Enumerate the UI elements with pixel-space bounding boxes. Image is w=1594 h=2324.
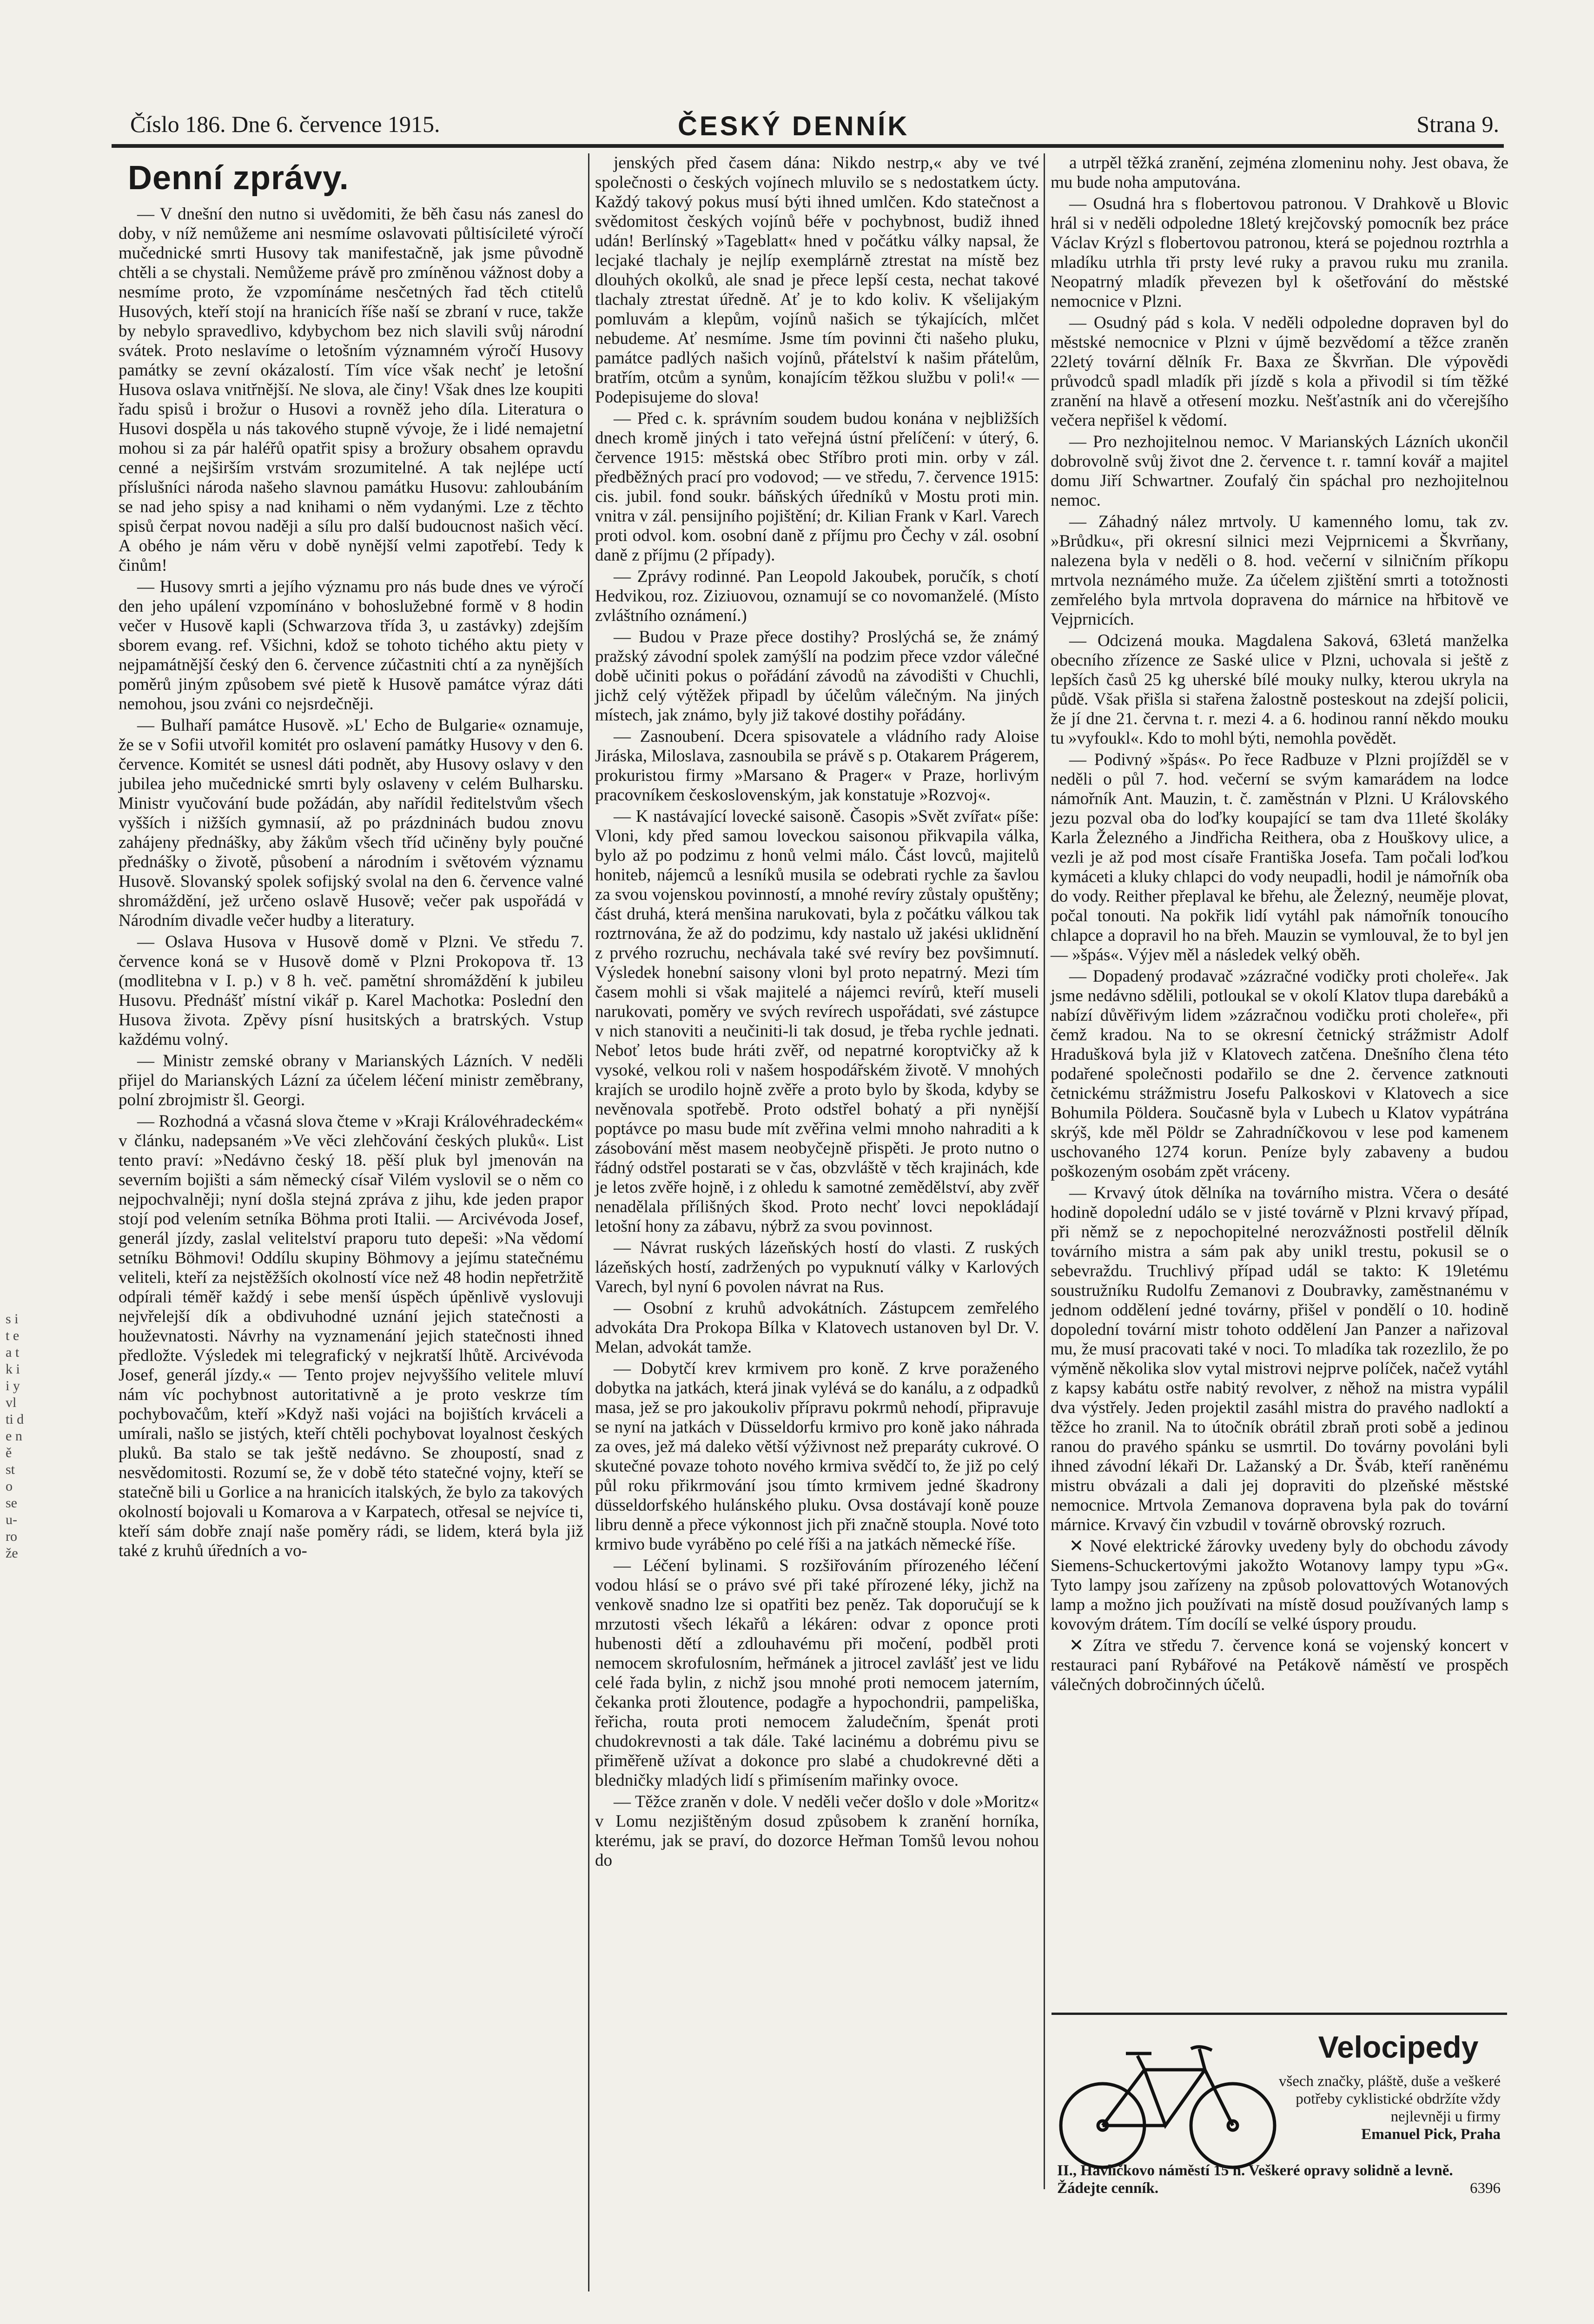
section-title: Denní zprávy.: [128, 159, 349, 197]
article: — K nastávající lovecké saisoně. Časopis »Svět zvířat« píše: Vloni, kdy před samou loveckou saisonou přikvapila válka, bylo až po podzimu z honů velmi málo. Část lovců, majitelů honiteb, nájemců a lesníků musila se odebrati rychle za šavlou za svou vojenskou povinností, a mnohé revíry zůstaly opuštěny; část druhá, která menšina narukovati, byla z počátku válkou tak roztrnována, že až do podzimu, kdy nastalo už jakési uklidnění z prvého rozruchu, nechávala také své revíry bez povšimnutí. Výsledek honební saisony vloni byl proto nepatrný. Mezi tím časem mohli si však majitelé a nájemci revírů, kteří museli narukovati, poměry ve svých revírech uspořádati, své zástupce v nich stanoviti a neučiniti-li tak dosud, je třeba rychle jednati. Neboť letos bude hráti zvěř, od nepatrné koroptvičky až k vysoké, velkou roli v našem hospodářském životě. V mnohých krajích se urodilo hojně zvěře a proto bylo by škoda, kdyby se nevěnovala spotřebě. Proto odstřel bohatý a při nynější poptávce po masu bude mít zvěřina velmi mnoho nahraditi a k zásobování měst masem neobyčejně přispěti. Je proto nutno o řádný odstřel postarati se v čas, obzvláště v těch krajinách, kde je letos zvěře hojně, i z ohledu k samotné zemědělství, aby zvěř nenadělala přílišných škod. Proto nechť lovci nepokládají letošní hony za zábavu, nýbrž za svou povinnost.: [595, 807, 1039, 1236]
bicycle-advertisement: [1052, 2013, 1507, 2197]
ad-code: 6396: [1470, 2180, 1501, 2197]
ad-description: všech značky, pláště, duše a veškeré potřeby cyklistické obdržíte vždy nejlevněji u firmy: [1278, 2073, 1501, 2125]
article: — Krvavý útok dělníka na továrního mistra. Včera o desáté hodině dopolední událo se v jisté továrně v Plzni krvavý případ, při němž se z nepochopitelné nerozvážnosti postřelil dělník továrního mistra a sám pak aby unikl trestu, pokusil se o sebevraždu. Truchlivý případ udál se takto: K 19letému soustružníku Rudolfu Zemanovi z Doubravky, zaměstnanému v jednom oddělení jedné továrny, přišel v pondělí o 10. hodině dopolední tovární mistr tohoto oddělení Jan Panzer a nařizoval mu, že musí pracovati také v noci. To mladíka tak rozezlilo, že po výměně několika slov vytal mistrovi nejprve políček, načež vytáhl z kapsy kabátu ostře nabitý revolver, z něhož na mistra vypálil dva výstřely. Jeden projektil zasáhl mistra do pravého nadloktí a těžce ho zranil. Na to útočník obrátil zbraň proti sobě a jedinou ranou do pravého spánku se usmrtil. Do továrny povoláni byli ihned závodní lékaři Dr. Lažanský a Dr. Šváb, kteří raněnému mistru obvázali a dali jej dopraviti do plzeňské městské nemocnice. Mrtvola Zemanova dopravena byla pak do tovární márnice. Krvavý čin vzbudil v továrně obrovský rozruch.: [1051, 1183, 1508, 1534]
ad-address: II., Havlíčkovo náměstí 15 n. Veškeré opravy solidně a levně. Žádejte cenník.: [1057, 2162, 1453, 2197]
column-1: [119, 153, 583, 1563]
newspaper-header: [112, 107, 1504, 148]
article: ✕ Zítra ve středu 7. července koná se vojenský koncert v restauraci paní Rybářové na Petákově náměstí ve prospěch válečných dobročinných účelů.: [1051, 1636, 1508, 1694]
article: — Rozhodná a včasná slova čteme v »Kraji Královéhradeckém« v článku, nadepsaném »Ve věci zlehčování českých pluků«. List tento praví: »Nedávno český 18. pěší pluk byl jmenován na severním bojišti a sám německý císař Vilém vyslovil se o něm co nejpochvalněji; nyní došla stejná zpráva z jihu, kde jeden prapor stojí pod velením setníka Böhma proti Italii. — Arcivévoda Josef, generál jízdy, zaslal velitelství praporu tuto depeši: »Na vědomí setníku Böhmovi! Oddílu skupiny Böhmovy a jejímu statečnému veliteli, kteří za nejstěžších okolností více než 48 hodin nepřetržitě odpírali téměř každý i sebe menší úspěch úpěnlivě vyslovuji nejvřelejší dík a obdivuhodné uznání jejich statečnosti a houževnatosti. Návrhy na vyznamenání jejich statečnosti ihned předložte. Výsledek mi telegrafický v nejkratší lhůtě. Arcivévoda Josef, generál jízdy.« — Tento projev nejvyššího velitele mluví nám víc pochybnost autoritativně a je proto veskrze tím pochybovačům, kteří »Když naši vojáci na bojištích krváceli a umírali, našlo se jistých, kteří chtěli pochybovat loyalnost českých pluků. Ba stalo se tak ještě nedávno. Se zhoupostí, snad z nesvědomitosti. Rozumí se, že v době této statečné vojny, kteří se statečně bili u Gorlice a na hranicích italských, že bylo za takových okolností bojovali u Komarova a v Karpatech, otřesal se nejvíce ti, kteří sám dobře znají naše poměry rádi, se lidem, která byla již také z kruhů úředních a vo-: [119, 1112, 583, 1560]
page-number: Strana 9.: [1416, 111, 1499, 137]
article: — Před c. k. správním soudem budou konána v nejbližších dnech kromě jiných i tato veřejná ústní přelíčení: v úterý, 6. července 1915: městská obec Stříbro proti min. orby v zál. předběžných prací pro vodovod; — ve středu, 7. července 1915: cis. jubil. fond soukr. báňských úředníků v Mostu proti min. vnitra v zál. pensijního pojištění; dr. Kilian Frank v Karl. Varech proti odvol. kom. osobní daně z příjmu pro Čechy v zál. osobní daně z příjmu (2 případy).: [595, 409, 1039, 565]
article: — Odcizená mouka. Magdalena Saková, 63letá manželka obecního zřízence ze Saské ulice v Plzni, uchovala si ještě z lepších časů 25 kg uherské bílé mouky nulky, kterou ukryla na půdě. Však přišla si stařena žalostně posteskout na zdejší policii, že jí dne 21. června t. r. mezi 4. a 6. hodinou ranní někdo mouku tu »vyfoukl«. Kdo to mohl býti, nemohla povědět.: [1051, 631, 1508, 748]
article: — Záhadný nález mrtvoly. U kamenného lomu, tak zv. »Brůdku«, při okresní silnici mezi Vejprnicemi a Škvrňany, nalezena byla v neděli o 8. hod. večerní v silničním příkopu mrtvola neznámého muže. Za účelem zjištění smrti a totožnosti zemřelého byla mrtvola dopravena do márnice na hřbitově ve Vejprnicích.: [1051, 512, 1508, 629]
article: — Zasnoubení. Dcera spisovatele a vládního rady Aloise Jiráska, Miloslava, zasnoubila se právě s p. Otakarem Prágerem, prokuristou firmy »Marsano & Prager« v Praze, horlivým pracovníkem československým, jak konstatuje »Rozvoj«.: [595, 727, 1039, 805]
article: a utrpěl těžká zranění, zejména zlomeninu nohy. Jest obava, že mu bude noha amputována.: [1051, 153, 1508, 192]
column-2: [595, 153, 1039, 1872]
ad-title: Velocipedy: [1318, 2030, 1479, 2064]
article: — Osudný pád s kola. V neděli odpoledne dopraven byl do městské nemocnice v Plzni v újmě bezvědomí a těžce zraněn 22letý tovární dělník Fr. Baxa ze Škvrňan. Dle výpovědi průvodců spadl mladík při jízdě s kola a přivodil si tím těžké zranění na hlavě a otřesení mozku. Nešťastník ani do včerejšího večera nepřišel k vědomí.: [1051, 313, 1508, 430]
article: — Podivný »špás«. Po řece Radbuze v Plzni projížděl se v neděli o půl 7. hod. večerní se svým kamarádem na lodce námořník Ant. Mauzin, t. č. zaměstnán v Plzni. U Královského jezu pozval oba do loďky koupající se tam dva 11leté školáky Karla Železného a Jindřicha Reithera, oba z Houškovy ulice, a vezli je až pod most císaře Františka Josefa. Tam počali loďkou kymáceti a kluky chlapci do vody neupadli, hodil je námořník oba do vody. Reither přeplaval ke břehu, ale Železný, neuměje plovat, počal tonouti. Na pokřik lidí vytáhl pak námořník tonoucího chlapce a dopravil ho na břeh. Mauzin se vymlouval, že to byl jen — »špás«. Výjev měl a následek velký oběh.: [1051, 750, 1508, 964]
article: jenských před časem dána: Nikdo nestrp,« aby ve tvé společnosti o českých vojínech mluvilo se s nedostatkem úcty. Každý takový pokus musí býti ihned umlčen. Kdo statečnost a svědomitost českých vojínů béře v pochybnost, budiž ihned udán! Berlínský »Tageblatt« hned v počátku války napsal, že lecjaké tlachaly je nejlíp exemplárně ztrestat na místě bez dlouhých okolků, ale snad je přece lepší cesta, nechat takové tlachaly ztrestat úředně. Ať je to kdo koliv. K všelijakým pomluvám a klepům, vojínů našich se týkajících, mlčet nebudeme. Ať nesmíme. Jsme tím povinni čti našeho pluku, památce padlých našich vojínů, přátelství k našim přátelům, bratřím, otcům a synům, konajícím těžkou službu v poli!« — Podepisujeme do slova!: [595, 153, 1039, 407]
article: — Budou v Praze přece dostihy? Proslýchá se, že známý pražský závodní spolek zamýšlí na podzim přece vzdor válečné době učiniti pokus o pořádání závodů na závodišti v Chuchli, jichž celý výtěžek připadl by účelům válečným. Na jiných místech, jak známo, byly již takové dostihy pořádány.: [595, 627, 1039, 725]
article: — Zprávy rodinné. Pan Leopold Jakoubek, poručík, s chotí Hedvikou, roz. Ziziuovou, oznamují se co novomanželé. (Místo zvláštního oznámení.): [595, 567, 1039, 625]
margin-fragments: s i t e a t k i i y vl ti d e n ě st o se u- ro že: [6, 1311, 24, 1561]
article: — Léčení bylinami. S rozšiřováním přírozeného léčení vodou hlásí se o právo své při také přírozené léky, jichž na venkově snadno lze si opatřiti bez peněz. Tak doporučují se k mrzutosti všech lékařů a lékáren: odvar z oponce proti hubenosti dětí a zdlouhavému při močení, podběl proti nemocem skrofulosním, heřmánek a jitrocel zavlášť jest ve lidu celé řada bylin, z nichž jsou mnohé proti nemocem jaterním, čekanka proti žloutence, podagře a hypochondrii, pampeliška, řeřicha, routa proti nemocem žaludečním, špenát proti chudokrevnosti a tak dále. Také lacinému a dobrému pivu se přiměřeně užívat a dokonce pro slabé a chudokrevné děti a bledničky mladých lidí s přimísením mařinky ovoce.: [595, 1556, 1039, 1790]
bicycle-icon: [1052, 2028, 1284, 2172]
article: — Husovy smrti a jejího významu pro nás bude dnes ve výročí den jeho upálení vzpomínáno v bohoslužebné formě v 8 hodin večer v Husově kapli (Schwarzova třída 3, u zastávky) zdejším sborem evang. ref. Všichni, kdož se tohoto tichého aktu piety v nejpamátnější český den 6. července zúčastniti chtí a za nynějších poměrů jiným způsobem své pietě k Husově památce výraz dáti nemohou, jsou zváni co nejsrdečněji.: [119, 577, 583, 713]
article: — Pro nezhojitelnou nemoc. V Marianských Lázních ukončil dobrovolně svůj život dne 2. července t. r. tamní kovář a majitel domu Jiří Schwartner. Zoufalý čin spáchal pro nezhojitelnou nemoc.: [1051, 432, 1508, 510]
article: — Osobní z kruhů advokátních. Zástupcem zemřelého advokáta Dra Prokopa Bílka v Klatovech ustanoven byl Dr. V. Melan, advokát tamže.: [595, 1299, 1039, 1357]
article: — Oslava Husova v Husově domě v Plzni. Ve středu 7. července koná se v Husově domě v Plzni Prokopova tř. 13 (modlitebna v I. p.) v 8 h. več. pamětní shromáždění k jubileu Husovu. Přednášť místní vikář p. Karel Machotka: Poslední den Husova života. Zpěvy písní husitských a bratrských. Vstup každému volný.: [119, 932, 583, 1049]
article: — V dnešní den nutno si uvědomiti, že běh času nás zanesl do doby, v níž nemůžeme ani nesmíme oslavovati půltisícileté výročí mučednické smrti Husovy tak manifestačně, jak jsme původně chtěli a se chystali. Nemůžeme právě pro zmíněnou vážnost doby a nesmíme proto, že vzpomínáme nesčetných řad těch ctitelů Husových, kteří stojí na hranicích říše naší se zbraní v ruce, takže by nebylo spravedlivo, kdybychom bez nich slavili svůj národní svátek. Proto neslavíme o letošním významném výročí Husovy památky se zevní okázalostí. Tím více však nechť je letošní Husova oslava vnitřnější. Ne slova, ale činy! Však dnes lze koupiti řadu spisů i brožur o Husovi a rovněž jeho díla. Literatura o Husovi dospěla u nás takového stupně vývoje, že i lidé nemajetní mohou si za pár haléřů opatřit spisy a brožury obsahem opravdu cenné a nejširším vrstvám srozumitelné. A tak nejlépe uctí příslušníci národa našeho slavnou památku Husovu: zahloubáním se nad jeho spisy a nad knihami o něm vydanými. Lze z těchto spisů čerpat novou naději a sílu pro další budoucnost našich věcí. A obého je nám věru v době nynější velmi zapotřebí. Tedy k činům!: [119, 205, 583, 575]
article: — Dopadený prodavač »zázračné vodičky proti choleře«. Jak jsme nedávno sdělili, potloukal se v okolí Klatov tlupa darebáků a nabízí důvěřivým lidem »zázračnou vodičku proti choleře«, při čemž kradou. Na to se okresní četnický strážmistr Adolf Hradušková byla již v Klatovech zatčena. Dnešního člena této podařené společnosti podařilo se dne 2. července zatknouti četnickému strážmistru Josefu Palkoskovi v Klatovech a sice Bohumila Pöldera. Současně byla v Lubech u Klatov vypátrána skrýš, kde měl Pöldr se Zahradníčkovou v lese pod kamenem uschovaného 1274 korun. Peníze byly zabaveny a budou poškozeným osobám zpět vráceny.: [1051, 967, 1508, 1181]
ad-address-row: [1057, 2162, 1501, 2197]
article: — Návrat ruských lázeňských hostí do vlasti. Z ruských lázeňských hostí, zadržených po vypuknutí války v Karlových Varech, byl nyní 6 povolen návrat na Rus.: [595, 1238, 1039, 1296]
article: ✕ Nové elektrické žárovky uvedeny byly do obchodu závody Siemens-Schuckertovými jakožto Wotanovy lampy typu »G«. Tyto lampy jsou zařízeny na způsob polovattových Wotanových lamp a možno jich používati na místě dosud používaných lamp s kovovým drátem. Tím docílí se velké úspory proudu.: [1051, 1537, 1508, 1634]
masthead-title: ČESKÝ DENNÍK: [678, 111, 910, 141]
ad-firm: Emanuel Pick, Praha: [1361, 2126, 1501, 2143]
article: — Dobytčí krev krmivem pro koně. Z krve poraženého dobytka na jatkách, která jinak vylévá se do kanálu, a z odpadků masa, jež se pro jakoukoliv přípravu pokrmů nehodí, připravuje se nyní na jatkách v Düsseldorfu krmivo pro koně jako náhrada za oves, jež má daleko větší výživnost než preparáty cukrové. O skutečné povaze tohoto nového krmiva svědčí to, že již po celý půl roku přikrmování jsou tímto krmivem jedné škadrony düsseldorfského hulánského pluku. Ovsa dostávají koně pouze libru denně a přece výkonnost jich při značně stoupla. Nové toto krmivo bude vyráběno po celé říši a na jatkách německé říše.: [595, 1359, 1039, 1554]
column-divider: [1044, 153, 1045, 2189]
issue-date: Číslo 186. Dne 6. července 1915.: [130, 111, 440, 137]
column-3: [1051, 153, 1508, 1697]
article: — Těžce zraněn v dole. V neděli večer došlo v dole »Moritz« v Lomu nezjištěným dosud způsobem k zranění horníka, kterému, jak se praví, do dozorce Heřman Tomšů levou nohou do: [595, 1792, 1039, 1870]
article: — Ministr zemské obrany v Marianských Lázních. V neděli přijel do Marianských Lázní za účelem léčení ministr zeměbrany, polní zbrojmistr šl. Georgi.: [119, 1051, 583, 1109]
column-divider: [588, 153, 589, 2291]
article: — Osudná hra s flobertovou patronou. V Drahkově u Blovic hrál si v neděli odpoledne 18letý krejčovský pomocník bez práce Václav Krýzl s flobertovou patronou, která se pojednou roztrhla a mladíku utrhla tři prsty levé ruky a pravou ruku mu zranila. Neopatrný mladík převezen byl k ošetřování do městské nemocnice v Plzni.: [1051, 194, 1508, 311]
article: — Bulhaří památce Husově. »L' Echo de Bulgarie« oznamuje, že se v Sofii utvořil komitét pro oslavení památky Husovy v den 6. července. Komitét se usnesl dáti podnět, aby Husovy oslavy v den jubilea jeho mučednické smrti byly oslaveny v celém Bulharsku. Ministr vyučování bude požádán, aby nařídil ředitelstvům všech vyšších i nižších gymnasií, až po prázdninách budou znovu zahájeny přednášky, aby žákům všech tříd učiněny byly poučné přednášky o životě, působení a národním i světovém významu Husově. Slovanský spolek sofijský svolal na den 6. července valné shromáždění, jež určeno oslavě Husově; večer pak uspořádá v Národním divadle večer hudby a literatury.: [119, 716, 583, 930]
ad-text: [1277, 2073, 1501, 2143]
